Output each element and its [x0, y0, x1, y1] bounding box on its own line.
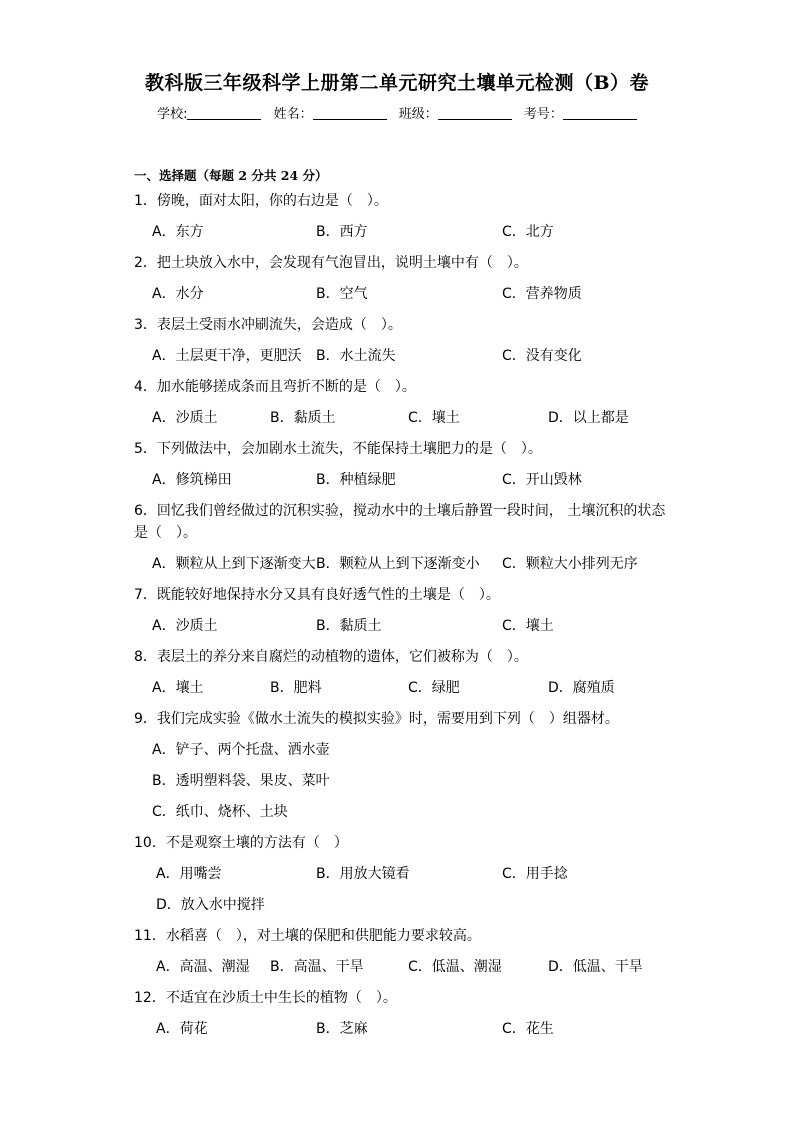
option-b[interactable]: B．空气 [316, 286, 368, 302]
option-c[interactable]: C．壤土 [502, 618, 554, 634]
option-a[interactable]: A．铲子、两个托盘、洒水壶 [152, 742, 330, 758]
option-b[interactable]: B．西方 [316, 224, 368, 240]
option-c[interactable]: C．开山毁林 [502, 472, 582, 488]
question-stem: 6．回忆我们曾经做过的沉积实验，搅动水中的土壤后静置一段时间， 土壤沉积的状态是（ ）。 [134, 503, 666, 541]
question-5 [134, 438, 674, 491]
option-d[interactable]: D．放入水中搅拌 [156, 897, 265, 913]
option-b[interactable]: B．种植绿肥 [316, 472, 396, 488]
name-blank[interactable] [313, 106, 387, 120]
question-4 [134, 376, 674, 429]
option-b[interactable]: B．透明塑料袋、果皮、菜叶 [152, 773, 330, 789]
question-list [134, 190, 674, 1049]
option-c[interactable]: C．壤土 [408, 410, 460, 426]
question-stem: 5．下列做法中，会加剧水土流失，不能保持土壤肥力的是（ ）。 [134, 441, 542, 457]
student-info-line [0, 103, 794, 122]
option-a[interactable]: A．土层更干净，更肥沃 [152, 348, 302, 364]
option-b[interactable]: B．水土流失 [316, 348, 396, 364]
option-row [152, 553, 674, 575]
option-b[interactable]: B．芝麻 [316, 1021, 368, 1037]
exam-no-label: 考号： [523, 107, 563, 122]
question-2 [134, 252, 674, 305]
option-a[interactable]: A．沙质土 [152, 618, 218, 634]
option-a[interactable]: A．东方 [152, 224, 204, 240]
option-row [152, 677, 674, 699]
option-c[interactable]: C．花生 [502, 1021, 554, 1037]
option-row [152, 221, 674, 243]
question-stem: 3．表层土受雨水冲刷流失，会造成（ ）。 [134, 317, 402, 333]
name-label: 姓名： [273, 107, 313, 122]
option-c[interactable]: C．没有变化 [502, 348, 582, 364]
option-b[interactable]: B．高温、干旱 [270, 959, 364, 975]
option-row [152, 283, 674, 305]
question-stem: 1．傍晚，面对太阳，你的右边是（ ）。 [134, 193, 388, 209]
option-c[interactable]: C．用手捻 [502, 866, 568, 882]
school-label: 学校: [157, 107, 188, 122]
option-b[interactable]: B．黏质土 [316, 618, 382, 634]
question-stem: 10．不是观察土壤的方法有（ ） [134, 835, 348, 851]
school-blank[interactable] [187, 106, 261, 120]
option-d[interactable]: D．低温、干旱 [548, 959, 643, 975]
option-a[interactable]: A．壤土 [152, 680, 204, 696]
question-10 [134, 832, 674, 916]
option-row [152, 894, 674, 916]
option-c[interactable]: C．北方 [502, 224, 554, 240]
option-row [152, 956, 674, 978]
option-a[interactable]: A．颗粒从上到下逐渐变大 [152, 556, 316, 572]
question-stem: 7．既能较好地保持水分又具有良好透气性的土壤是（ ）。 [134, 587, 500, 603]
question-stem: 4．加水能够搓成条而且弯折不断的是（ ）。 [134, 379, 416, 395]
option-c[interactable]: C．纸巾、烧杯、土块 [152, 804, 288, 820]
exam-no-blank[interactable] [563, 106, 637, 120]
option-row [152, 345, 674, 367]
page-title: 教科版三年级科学上册第二单元研究土壤单元检测（B）卷 [144, 72, 650, 94]
question-8 [134, 646, 674, 699]
question-stem: 8．表层土的养分来自腐烂的动植物的遗体，它们被称为（ ）。 [134, 649, 528, 665]
option-b[interactable]: B．黏质土 [270, 410, 336, 426]
option-b[interactable]: B．用放大镜看 [316, 866, 410, 882]
option-row [152, 469, 674, 491]
question-stem: 11．水稻喜（ ），对土壤的保肥和供肥能力要求较高。 [134, 928, 481, 944]
option-row [152, 615, 674, 637]
option-c[interactable]: C．营养物质 [502, 286, 582, 302]
question-7 [134, 584, 674, 637]
question-3 [134, 314, 674, 367]
section-heading: 一、选择题（每题 2 分共 24 分） [134, 168, 328, 183]
option-a[interactable]: A．荷花 [156, 1021, 208, 1037]
question-1 [134, 190, 674, 243]
question-11 [134, 925, 674, 978]
option-d[interactable]: D．以上都是 [548, 410, 629, 426]
option-row [152, 863, 674, 885]
option-row [152, 1018, 674, 1040]
question-stem: 2．把土块放入水中，会发现有气泡冒出，说明土壤中有（ ）。 [134, 255, 528, 271]
class-label: 班级： [398, 107, 438, 122]
option-a[interactable]: A．用嘴尝 [156, 866, 222, 882]
question-9 [134, 708, 674, 823]
option-d[interactable]: D．腐殖质 [548, 680, 615, 696]
option-row [152, 407, 674, 429]
question-stem: 9．我们完成实验《做水土流失的模拟实验》时，需要用到下列（ ）组器材。 [134, 711, 619, 727]
question-12 [134, 987, 674, 1040]
option-a[interactable]: A．水分 [152, 286, 204, 302]
question-stem: 12．不适宜在沙质土中生长的植物（ ）。 [134, 990, 397, 1006]
option-b[interactable]: B．肥料 [270, 680, 322, 696]
option-c[interactable]: C．绿肥 [408, 680, 460, 696]
option-c[interactable]: C．颗粒大小排列无序 [502, 556, 638, 572]
option-a[interactable]: A．高温、潮湿 [156, 959, 250, 975]
option-a[interactable]: A．沙质土 [152, 410, 218, 426]
class-blank[interactable] [438, 106, 512, 120]
question-6 [134, 500, 674, 575]
option-b[interactable]: B．颗粒从上到下逐渐变小 [316, 556, 480, 572]
option-c[interactable]: C．低温、潮湿 [408, 959, 502, 975]
option-a[interactable]: A．修筑梯田 [152, 472, 232, 488]
